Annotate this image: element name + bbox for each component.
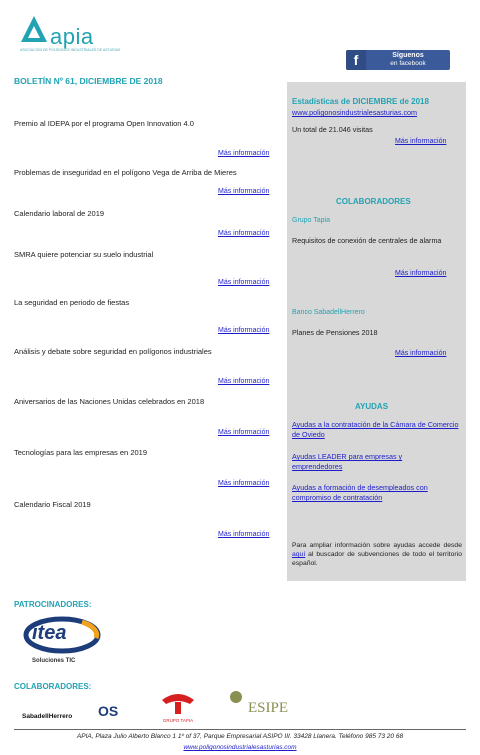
more-info-link[interactable]: Más información [395,138,447,145]
news-title[interactable]: Problemas de inseguridad en el polígono Vega de Arriba de Mieres [14,168,237,177]
more-info-link[interactable]: Más información [218,230,270,237]
news-title[interactable]: Análisis y debate sobre seguridad en polígonos industriales [14,347,212,356]
more-info-link[interactable]: Más información [218,327,270,334]
logo-word: apia [50,24,94,49]
facebook-follow-button[interactable] [346,50,450,70]
news-title[interactable]: SMRA quiere potenciar su suelo industrial [14,250,154,259]
news-title[interactable]: La seguridad en periodo de fiestas [14,298,130,307]
more-info-link[interactable]: Más información [218,188,270,195]
ayudas-title: AYUDAS [355,402,389,411]
ayuda-link[interactable]: Ayudas a la contratación de la Cámara de Comercio de Oviedo [292,420,459,439]
news-title[interactable]: Calendario Fiscal 2019 [14,500,91,509]
news-title[interactable]: Aniversarios de las Naciones Unidas celebrados en 2018 [14,397,205,406]
patrocinadores-title: PATROCINADORES: [14,600,92,609]
ayudas-search-link[interactable]: aquí [292,551,306,558]
ayuda-link[interactable]: Ayudas LEADER para empresas y emprendedores [292,452,403,471]
itea-word: itea [32,622,67,644]
tapia-phone-icon [158,690,198,716]
ayudas-note [292,541,462,568]
facebook-label-1: Síguenos [392,52,424,59]
more-info-link[interactable]: Más información [395,350,447,357]
apia-triangle-icon [20,14,48,44]
esipe-logo [228,690,308,724]
colaboradores-title: COLABORADORES: [14,682,92,691]
facebook-label-2: en facebook [390,60,426,67]
news-title[interactable]: Calendario laboral de 2019 [14,209,105,218]
esipe-badge-icon [228,690,244,704]
ayudas-note-post: al buscador de subvenciones de todo el territorio español. [292,551,462,567]
collab-text: Planes de Pensiones 2018 [292,328,378,337]
bulletin-title: BOLETÍN Nº 61, DICIEMBRE DE 2018 [14,76,163,86]
itea-logo [22,616,102,666]
collab-name: Banco SabadellHerrero [292,309,365,316]
footer-url-link[interactable]: www.poligonosindustrialesasturias.com [183,744,297,751]
stats-title: Estadísticas de DICIEMBRE de 2018 [292,97,429,106]
stats-url-link[interactable]: www.poligonosindustrialesasturias.com [292,108,418,117]
esipe-text: ESIPE [248,700,289,716]
footer-divider [14,729,466,730]
collab-name: Grupo Tapia [292,217,331,224]
stats-text: Un total de 21.046 visitas [292,125,373,134]
more-info-link[interactable]: Más información [218,429,270,436]
more-info-link[interactable]: Más información [218,150,270,157]
more-info-link[interactable]: Más información [395,270,447,277]
collab-title: COLABORADORES [336,197,411,206]
apia-logo [20,14,50,44]
facebook-icon: f [346,50,366,70]
news-title[interactable]: Tecnologías para las empresas en 2019 [14,448,148,457]
ayuda-link[interactable]: Ayudas a formación de desempleados con compromiso de contratación [292,483,428,502]
sabadell-logo: SabadellHerrero [22,713,73,720]
itea-subtitle: Soluciones TIC [32,658,76,664]
more-info-link[interactable]: Más información [218,531,270,538]
tapia-text: GRUPO TAPIA [162,718,194,723]
collab-text: Requisitos de conexión de centrales de alarma [292,236,442,245]
more-info-link[interactable]: Más información [218,279,270,286]
news-title[interactable]: Premio al IDEPA por el programa Open Innovation 4.0 [14,119,194,128]
footer-address: APIA, Plaza Julio Alberto Blanco 1 1º of 37, Parque Empresarial ASIPO III. 33428 Llanera. Teléfono 985 73 20 68 [76,733,404,740]
os-logo [98,703,118,719]
os-text: OS [98,703,119,719]
ayudas-note-pre: Para ampliar información sobre ayudas accede desde [292,542,462,549]
more-info-link[interactable]: Más información [218,378,270,385]
logo-tagline: ASOCIACIÓN DE POLÍGONOS INDUSTRIALES DE ASTURIAS [20,48,121,52]
tapia-logo [158,690,198,726]
more-info-link[interactable]: Más información [218,480,270,487]
